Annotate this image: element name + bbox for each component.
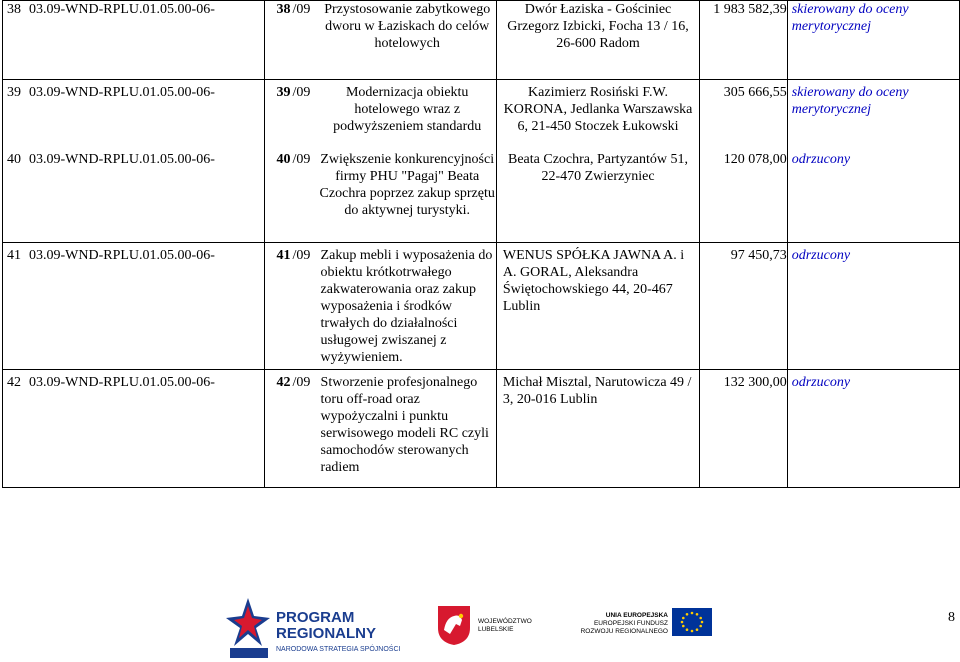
lp-code-cell <box>3 151 265 243</box>
project-number: 40 <box>276 151 291 167</box>
title-cell <box>264 370 496 488</box>
applicant: Kazimierz Rosiński F.W. KORONA, Jedlanka Warszawska 6, 21-450 Stoczek Łukowski <box>503 85 693 134</box>
project-title: Przystosowanie zabytkowego dworu w Łaziskach do celów hotelowych <box>324 2 491 51</box>
project-title: Modernizacja obiektu hotelowego wraz z podwyższeniem standardu <box>333 85 482 134</box>
lp-code-cell <box>3 80 265 151</box>
applicant-cell <box>496 1 699 80</box>
ue-line3: ROZWOJU REGIONALNEGO <box>580 628 668 635</box>
row-lp: 42 <box>7 375 21 390</box>
amount: 132 300,00 <box>723 375 787 390</box>
row-lp: 39 <box>7 85 21 100</box>
footer-logos <box>0 590 960 662</box>
eu-logo <box>548 608 688 654</box>
lp-code-cell <box>3 1 265 80</box>
woj-line1: WOJEWÓDZTWO <box>478 618 532 625</box>
amount: 305 666,55 <box>723 85 787 100</box>
amount: 120 078,00 <box>723 151 787 167</box>
program-line2: REGIONALNY <box>276 625 377 642</box>
table-row <box>3 370 960 488</box>
amount: 97 450,73 <box>730 248 787 263</box>
amount-cell <box>700 243 788 370</box>
applicant: WENUS SPÓŁKA JAWNA A. i A. GORAL, Aleksandra Świętochowskiego 44, 20-467 Lublin <box>502 248 685 314</box>
applicant: Dwór Łaziska - Gościniec Grzegorz Izbicki, Focha 13 / 16, 26-600 Radom <box>507 2 689 51</box>
row-code: 03.09-WND-RPLU.01.05.00-06- <box>29 151 215 167</box>
project-number: 38 <box>276 2 291 17</box>
table-row <box>3 151 960 243</box>
lp-code-cell <box>3 370 265 488</box>
project-number: 39 <box>276 85 291 100</box>
title-cell <box>264 80 496 151</box>
program-line3: NARODOWA STRATEGIA SPÓJNOŚCI <box>276 646 401 653</box>
project-year: /09 <box>292 375 311 390</box>
project-year: /09 <box>292 85 311 100</box>
row-code: 03.09-WND-RPLU.01.05.00-06- <box>29 375 215 390</box>
project-year: /09 <box>292 151 311 167</box>
project-number: 42 <box>276 375 291 390</box>
table-row <box>3 243 960 370</box>
status: skierowany do oceny merytorycznej <box>791 2 909 34</box>
applicant-cell <box>496 243 699 370</box>
ue-line1: UNIA EUROPEJSKA <box>605 612 668 619</box>
row-lp: 40 <box>7 151 21 167</box>
title-cell <box>264 1 496 80</box>
amount-cell <box>700 80 788 151</box>
table-row <box>3 80 960 151</box>
status-cell <box>787 370 959 488</box>
amount: 1 983 582,39 <box>713 2 787 17</box>
project-year: /09 <box>292 248 311 263</box>
row-code: 03.09-WND-RPLU.01.05.00-06- <box>29 248 215 263</box>
page-number: 8 <box>948 610 955 625</box>
status-cell <box>787 151 959 243</box>
program-regionalny-logo <box>226 596 426 660</box>
status: odrzucony <box>791 151 851 167</box>
applicant-cell <box>496 370 699 488</box>
title-cell <box>264 151 496 243</box>
woj-line2: LUBELSKIE <box>478 626 514 633</box>
status: skierowany do oceny merytorycznej <box>791 85 909 117</box>
title-cell <box>264 243 496 370</box>
status-cell <box>787 1 959 80</box>
table-row <box>3 1 960 80</box>
status: odrzucony <box>791 375 851 390</box>
applicant: Beata Czochra, Partyzantów 51, 22-470 Zwierzyniec <box>508 151 688 184</box>
applicant: Michał Misztal, Narutowicza 49 / 3, 20-016 Lublin <box>502 375 692 407</box>
wojewodztwo-lubelskie-logo <box>436 604 546 654</box>
project-title: Stworzenie profesjonalnego toru off-road oraz wypożyczalni i punktu serwisowego modeli RC czyli samochodów sterowanych radiem <box>320 375 489 475</box>
project-title: Zakup mebli i wyposażenia do obiektu krótkotrwałego zakwaterowania oraz zakup wyposażenia i środków trwałych do działalności usługowej zwiszanej z wyżywieniem. <box>320 248 493 365</box>
applicant-cell <box>496 151 699 243</box>
eu-flag-icon <box>672 608 712 636</box>
row-code: 03.09-WND-RPLU.01.05.00-06- <box>29 85 215 100</box>
lp-code-cell <box>3 243 265 370</box>
ue-line2: EUROPEJSKI FUNDUSZ <box>593 620 668 627</box>
amount-cell <box>700 1 788 80</box>
amount-cell <box>700 151 788 243</box>
applications-table <box>2 0 960 488</box>
status-cell <box>787 243 959 370</box>
row-code: 03.09-WND-RPLU.01.05.00-06- <box>29 2 215 17</box>
coat-of-arms-icon <box>436 604 472 646</box>
status-cell <box>787 80 959 151</box>
row-lp: 38 <box>7 2 21 17</box>
row-lp: 41 <box>7 248 21 263</box>
amount-cell <box>700 370 788 488</box>
project-year: /09 <box>292 2 311 17</box>
project-title: Zwiększenie konkurencyjności firmy PHU "Pagaj" Beata Czochra poprzez zakup sprzętu do aktywnej turystyki. <box>319 151 495 218</box>
status: odrzucony <box>791 248 851 263</box>
program-line1: PROGRAM <box>276 609 355 626</box>
nss-star-icon <box>226 596 272 660</box>
applicant-cell <box>496 80 699 151</box>
project-number: 41 <box>276 248 291 263</box>
